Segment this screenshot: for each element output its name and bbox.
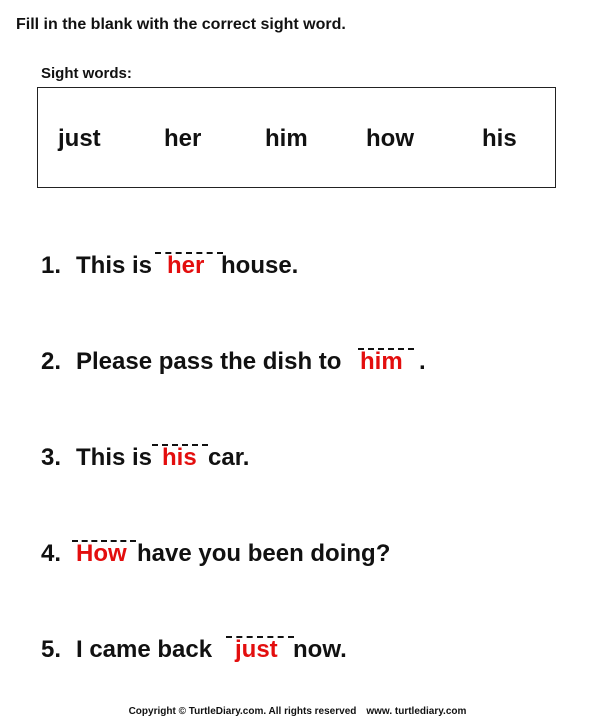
answer-blank: [152, 444, 208, 446]
question-text-after: car.: [208, 444, 250, 471]
question-number: 1.: [41, 252, 62, 279]
instruction-text: Fill in the blank with the correct sight word.: [16, 16, 346, 33]
question-text-after: house.: [221, 252, 299, 279]
question-number: 2.: [41, 348, 62, 375]
answer-word[interactable]: just: [235, 636, 278, 663]
answer-word[interactable]: her: [167, 252, 205, 279]
website-link[interactable]: www. turtlediary.com: [366, 706, 467, 717]
question-text-after: .: [419, 348, 426, 375]
question-number: 3.: [41, 444, 62, 471]
sight-word: his: [482, 125, 517, 152]
question-number: 4.: [41, 540, 62, 567]
question-text-after: have you been doing?: [137, 540, 391, 567]
copyright-text: Copyright © TurtleDiary.com. All rights reserved: [128, 706, 357, 717]
answer-word[interactable]: his: [162, 444, 197, 471]
answer-blank: [155, 252, 223, 254]
question-number: 5.: [41, 636, 62, 663]
answer-word[interactable]: How: [76, 540, 127, 567]
answer-word[interactable]: him: [360, 348, 403, 375]
answer-blank: [226, 636, 294, 638]
footer: [0, 706, 595, 717]
question-text-before: I came back: [76, 636, 213, 663]
question-text-before: This is: [76, 444, 153, 471]
sight-word: how: [366, 125, 414, 152]
question-text-after: now.: [293, 636, 347, 663]
sight-word: her: [164, 125, 202, 152]
question-text-before: This is: [76, 252, 153, 279]
sight-words-label: Sight words:: [41, 65, 132, 82]
sight-words-box: [37, 87, 556, 188]
answer-blank: [72, 540, 136, 542]
sight-word: just: [58, 125, 101, 152]
question-text-before: Please pass the dish to: [76, 348, 342, 375]
sight-word: him: [265, 125, 308, 152]
answer-blank: [358, 348, 414, 350]
